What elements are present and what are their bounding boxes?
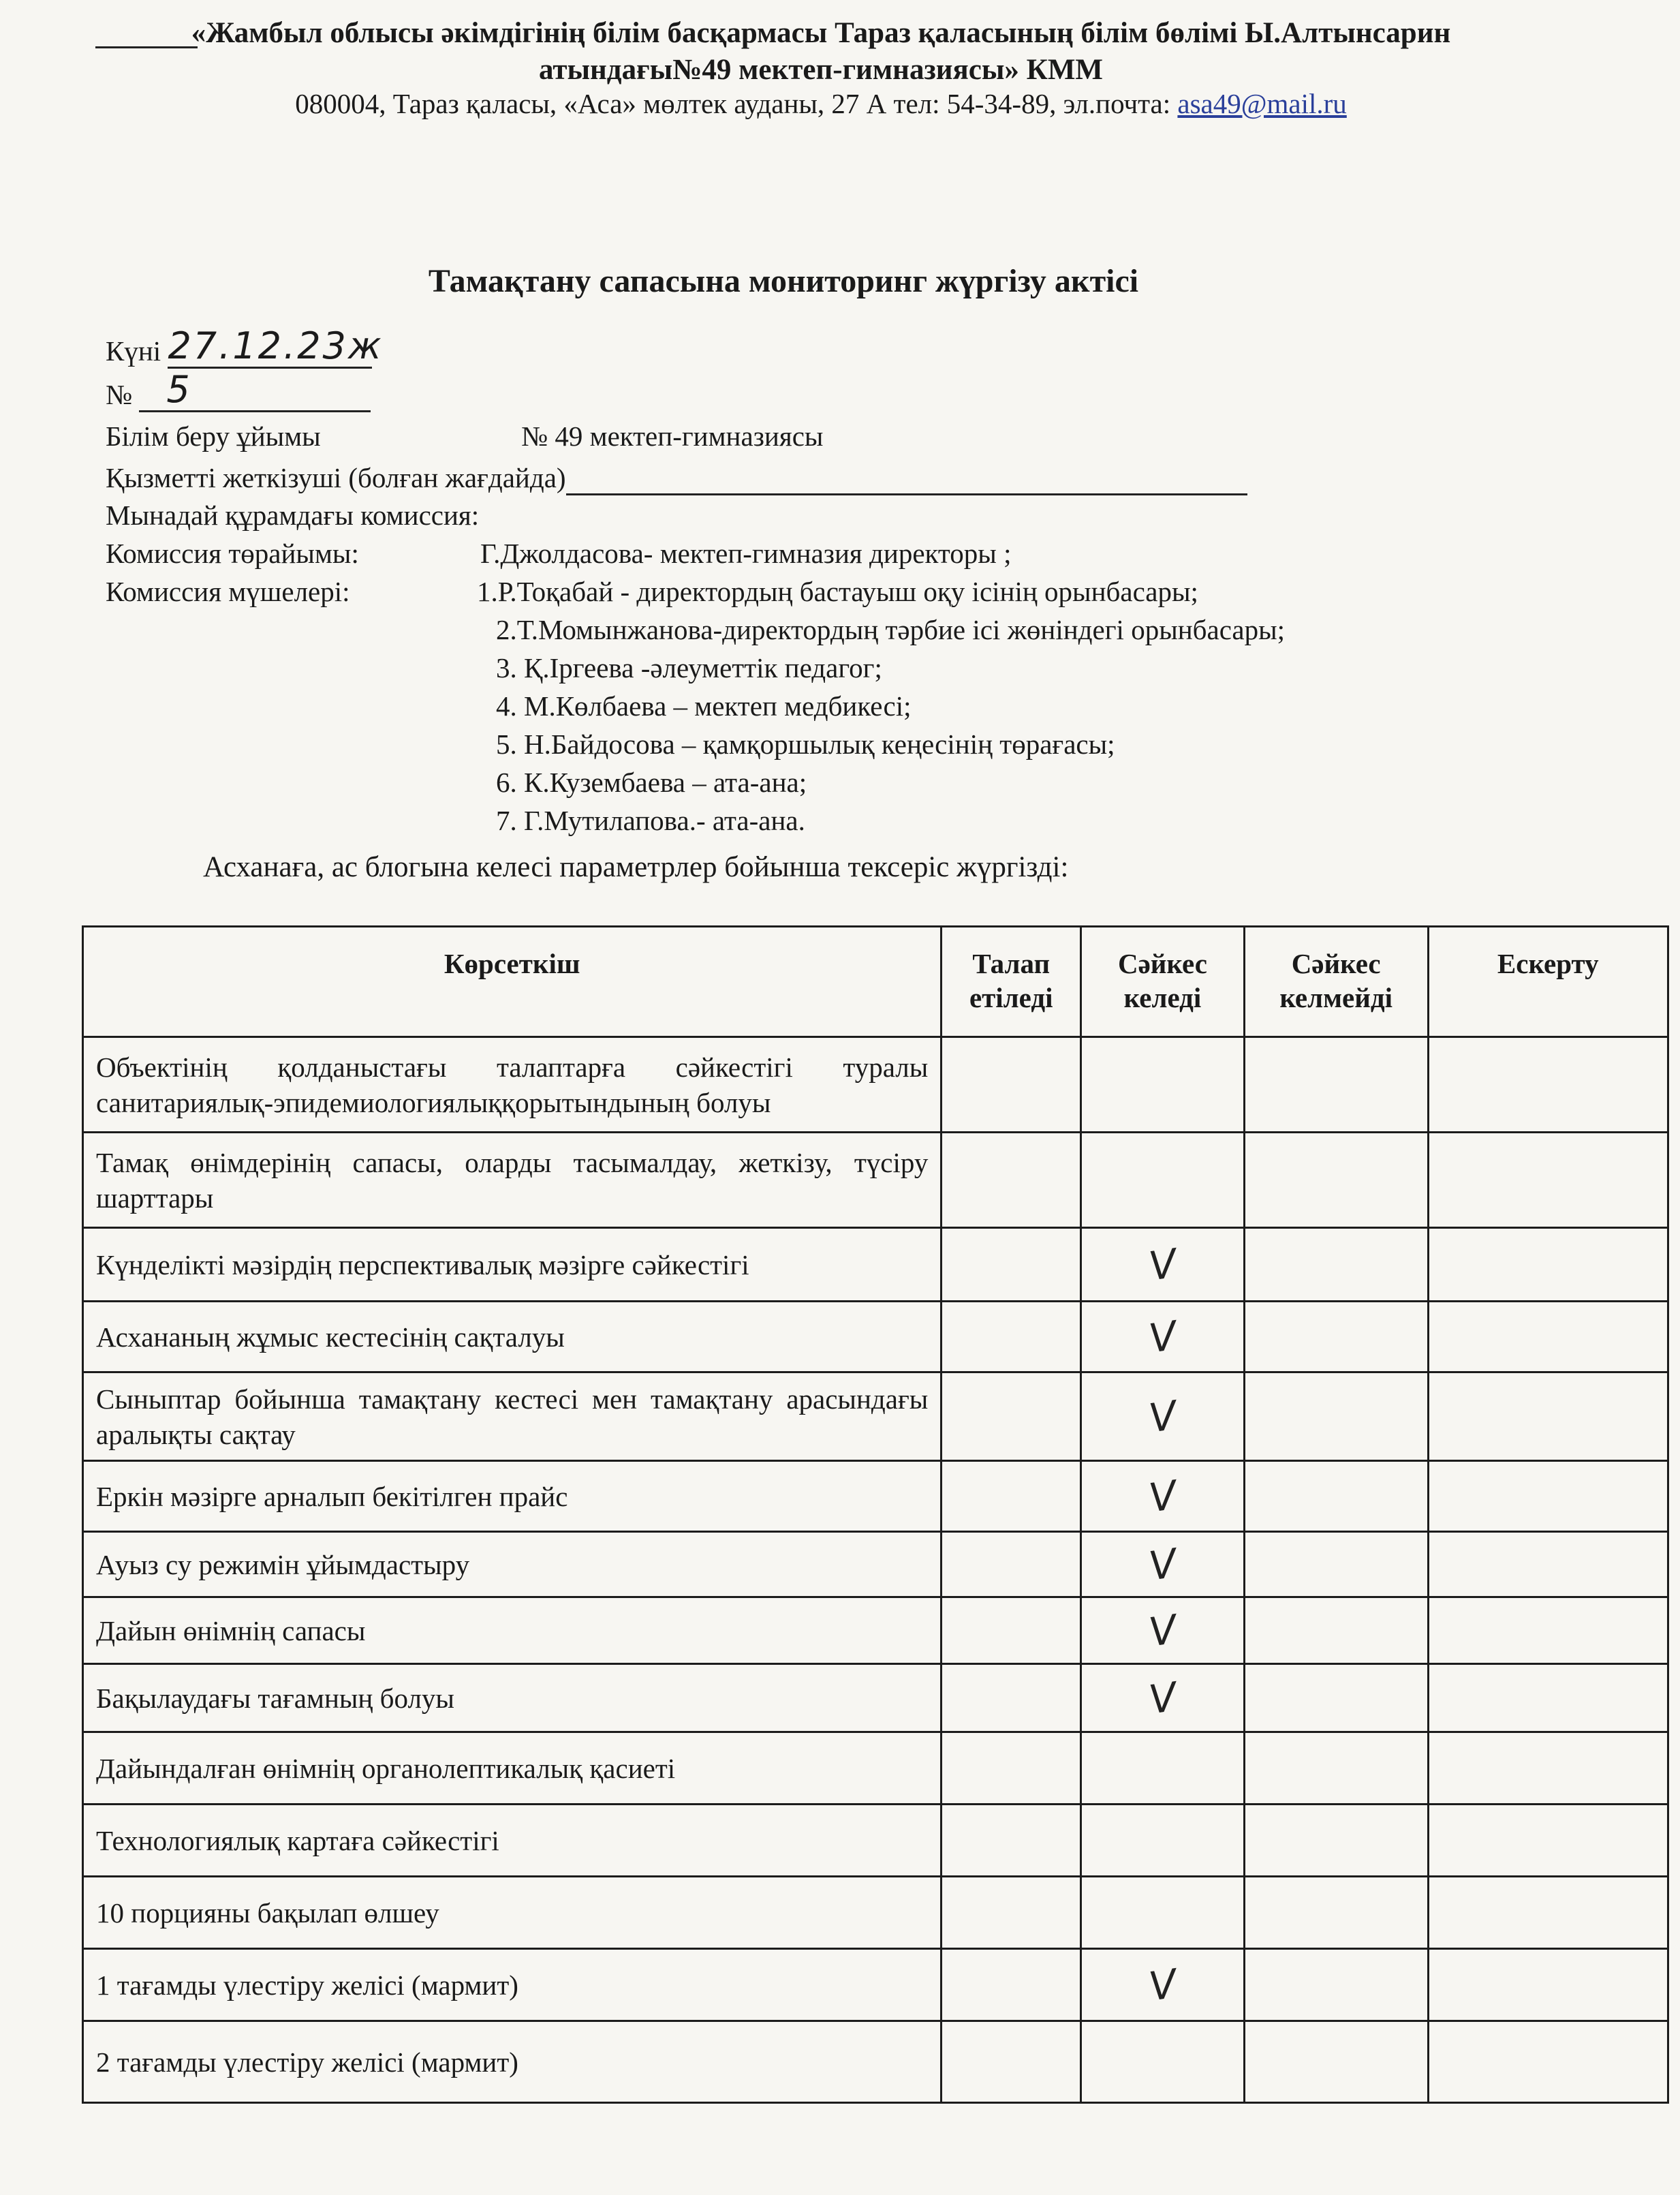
- not-complies-cell: [1244, 1133, 1428, 1228]
- check-mark: V: [1146, 1392, 1179, 1441]
- required-cell: [942, 1037, 1081, 1133]
- inspection-intro: Асханаға, ас блогына келесі параметрлер бойынша тексеріс жүргізді:: [203, 851, 1069, 883]
- indicator-cell: Объектінің қолданыстағы талаптарға сәйкестігі туралы санитариялық-эпидемиологиялыққорытындының болуы: [83, 1037, 942, 1133]
- required-cell: [942, 1949, 1081, 2021]
- note-cell: [1428, 1597, 1668, 1664]
- header-not-complies: Сәйкес келмейді: [1244, 927, 1428, 1037]
- member-item: 5. Н.Байдосова – қамқоршылық кеңесінің төрағасы;: [496, 728, 1115, 760]
- address-text: 080004, Тараз қаласы, «Аса» мөлтек ауданы, 27 А тел: 54-34-89, эл.почта:: [295, 88, 1178, 119]
- members-label: Комиссия мүшелері:: [106, 576, 350, 607]
- note-cell: [1428, 2021, 1668, 2103]
- provider-blank-line: [566, 466, 1247, 495]
- table-row: [83, 1805, 1668, 1877]
- indicator-cell: Технологиялық картаға сәйкестігі: [83, 1805, 942, 1877]
- table-row: [83, 1461, 1668, 1532]
- table-row: [83, 1228, 1668, 1302]
- table-row: [83, 1133, 1668, 1228]
- indicator-cell: 2 тағамды үлестіру желісі (мармит): [83, 2021, 942, 2103]
- note-cell: [1428, 1877, 1668, 1949]
- note-cell: [1428, 1805, 1668, 1877]
- chair-label: Комиссия төрайымы:: [106, 538, 359, 569]
- note-cell: [1428, 1532, 1668, 1597]
- not-complies-cell: [1244, 1597, 1428, 1664]
- organization-line-1: «Жамбыл облысы әкімдігінің білім басқармасы Тараз қаласының білім бөлімі Ы.Алтынсарин: [191, 17, 1451, 49]
- provider-row: [106, 460, 1247, 495]
- complies-cell: [1081, 1461, 1245, 1532]
- not-complies-cell: [1244, 1664, 1428, 1732]
- indicator-cell: Тамақ өнімдерінің сапасы, оларды тасымалдау, жеткізу, түсіру шарттары: [83, 1133, 942, 1228]
- required-cell: [942, 1133, 1081, 1228]
- complies-cell: [1081, 2021, 1245, 2103]
- table-header-row: [83, 927, 1668, 1037]
- not-complies-cell: [1244, 1949, 1428, 2021]
- indicator-cell: Еркін мәзірге арналып бекітілген прайс: [83, 1461, 942, 1532]
- organization-label: Білім беру ұйымы: [106, 420, 321, 452]
- indicator-cell: Сыныптар бойынша тамақтану кестесі мен тамақтану арасындағы аралықты сақтау: [83, 1372, 942, 1461]
- member-item: 6. К.Кузембаева – ата-ана;: [496, 767, 807, 798]
- required-cell: [942, 1877, 1081, 1949]
- complies-cell: [1081, 1732, 1245, 1805]
- check-mark: V: [1146, 1539, 1179, 1589]
- required-cell: [942, 1461, 1081, 1532]
- member-item: 2.Т.Момынжанова-директордың тәрбие ісі жөніндегі орынбасары;: [496, 614, 1286, 645]
- required-cell: [942, 1805, 1081, 1877]
- indicator-cell: 1 тағамды үлестіру желісі (мармит): [83, 1949, 942, 2021]
- required-cell: [942, 1532, 1081, 1597]
- address-line: [89, 86, 1553, 121]
- required-cell: [942, 1302, 1081, 1372]
- check-mark: V: [1146, 1960, 1179, 2010]
- note-cell: [1428, 1302, 1668, 1372]
- table-row: [83, 1532, 1668, 1597]
- note-cell: [1428, 1133, 1668, 1228]
- note-cell: [1428, 1037, 1668, 1133]
- check-mark: V: [1146, 1312, 1179, 1362]
- indicator-cell: Күнделікті мәзірдің перспективалық мәзірге сәйкестігі: [83, 1228, 942, 1302]
- number-label: №: [106, 379, 133, 410]
- indicator-cell: Асхананың жұмыс кестесінің сақталуы: [83, 1302, 942, 1372]
- complies-cell: [1081, 1302, 1245, 1372]
- check-mark: V: [1146, 1673, 1179, 1723]
- required-cell: [942, 1597, 1081, 1664]
- header-note: Ескерту: [1428, 927, 1668, 1037]
- commission-label: Мынадай құрамдағы комиссия:: [106, 500, 480, 531]
- email-link[interactable]: asa49@mail.ru: [1177, 88, 1347, 119]
- note-cell: [1428, 1228, 1668, 1302]
- check-mark: V: [1146, 1471, 1179, 1521]
- not-complies-cell: [1244, 1372, 1428, 1461]
- provider-label: Қызметті жеткізуші (болған жағдайда): [106, 462, 566, 493]
- member-item: 3. Қ.Іргеева -әлеуметтік педагог;: [496, 652, 882, 684]
- complies-cell: [1081, 1805, 1245, 1877]
- date-field: [168, 324, 384, 369]
- not-complies-cell: [1244, 1228, 1428, 1302]
- header-indicator: Көрсеткіш: [83, 927, 942, 1037]
- complies-cell: [1081, 1133, 1245, 1228]
- not-complies-cell: [1244, 1532, 1428, 1597]
- note-cell: [1428, 1949, 1668, 2021]
- note-cell: [1428, 1461, 1668, 1532]
- table-row: [83, 2021, 1668, 2103]
- complies-cell: [1081, 1372, 1245, 1461]
- table-row: [83, 1949, 1668, 2021]
- not-complies-cell: [1244, 2021, 1428, 2103]
- required-cell: [942, 1228, 1081, 1302]
- header-complies: Сәйкес келеді: [1081, 927, 1245, 1037]
- complies-cell: [1081, 1228, 1245, 1302]
- indicator-cell: Бақылаудағы тағамның болуы: [83, 1664, 942, 1732]
- table-row: [83, 1372, 1668, 1461]
- not-complies-cell: [1244, 1732, 1428, 1805]
- member-item: 7. Г.Мутилапова.- ата-ана.: [496, 805, 805, 836]
- table-row: [83, 1732, 1668, 1805]
- header-required: Талап етіледі: [942, 927, 1081, 1037]
- chair-value: Г.Джолдасова- мектеп-гимназия директоры ;: [480, 538, 1012, 569]
- not-complies-cell: [1244, 1302, 1428, 1372]
- complies-cell: [1081, 1597, 1245, 1664]
- indicator-cell: Дайын өнімнің сапасы: [83, 1597, 942, 1664]
- organization-line-2: атындағы№49 мектеп-гимназиясы» КММ: [538, 54, 1104, 86]
- indicator-cell: Ауыз су режимін ұйымдастыру: [83, 1532, 942, 1597]
- number-field: [139, 368, 371, 412]
- indicator-cell: Дайындалған өнімнің органолептикалық қасиеті: [83, 1732, 942, 1805]
- complies-cell: [1081, 1877, 1245, 1949]
- not-complies-cell: [1244, 1461, 1428, 1532]
- note-cell: [1428, 1664, 1668, 1732]
- organization-header: [89, 15, 1553, 89]
- not-complies-cell: [1244, 1805, 1428, 1877]
- complies-cell: [1081, 1664, 1245, 1732]
- inspection-table: [82, 925, 1669, 2104]
- organization-row: [106, 418, 321, 454]
- complies-cell: [1081, 1949, 1245, 2021]
- check-mark: V: [1146, 1606, 1179, 1655]
- document-title: Тамақтану сапасына мониторинг жүргізу актісі: [428, 263, 1139, 299]
- table-row: [83, 1664, 1668, 1732]
- complies-cell: [1081, 1037, 1245, 1133]
- member-item: 1.Р.Тоқабай - директордың бастауыш оқу ісінің орынбасары;: [477, 576, 1198, 607]
- table-row: [83, 1037, 1668, 1133]
- number-row: [106, 368, 371, 412]
- not-complies-cell: [1244, 1037, 1428, 1133]
- required-cell: [942, 1732, 1081, 1805]
- note-cell: [1428, 1732, 1668, 1805]
- date-row: [106, 324, 384, 369]
- note-cell: [1428, 1372, 1668, 1461]
- table-row: [83, 1302, 1668, 1372]
- indicator-cell: 10 порцияны бақылап өлшеу: [83, 1877, 942, 1949]
- date-handwritten: 27.12.23ж: [168, 324, 384, 367]
- member-item: 4. М.Көлбаева – мектеп медбикесі;: [496, 690, 912, 722]
- required-cell: [942, 2021, 1081, 2103]
- table-row: [83, 1877, 1668, 1949]
- date-label: Күні: [106, 335, 161, 367]
- not-complies-cell: [1244, 1877, 1428, 1949]
- organization-value: № 49 мектеп-гимназиясы: [521, 420, 824, 452]
- table-row: [83, 1597, 1668, 1664]
- required-cell: [942, 1664, 1081, 1732]
- required-cell: [942, 1372, 1081, 1461]
- check-mark: V: [1146, 1240, 1179, 1289]
- complies-cell: [1081, 1532, 1245, 1597]
- number-handwritten: 5: [166, 368, 192, 411]
